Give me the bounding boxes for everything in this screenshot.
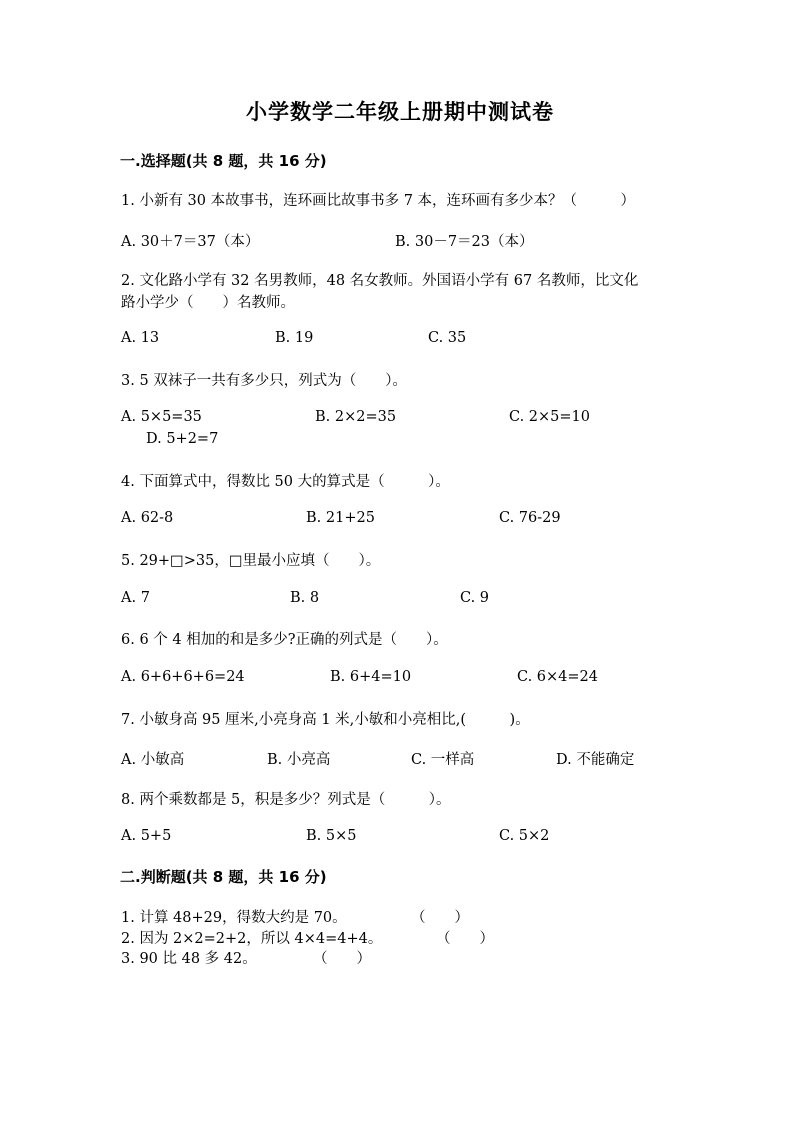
judgment-item-2-blank: （ ） [436,931,494,947]
page-title: 小学数学二年级上册期中测试卷 [246,99,554,124]
question-5-option-a: A. 7 [121,590,150,606]
question-6: 6. 6 个 4 相加的和是多少?正确的列式是（ ）。 [121,632,448,648]
question-2-option-b: B. 19 [275,330,314,346]
judgment-item-1-blank: （ ） [411,910,469,926]
question-3-option-a: A. 5×5=35 [121,409,202,425]
question-6-option-a: A. 6+6+6+6=24 [121,669,245,685]
question-3-option-b: B. 2×2=35 [315,409,397,425]
question-8-option-c: C. 5×2 [499,828,550,844]
question-6-option-b: B. 6+4=10 [330,669,412,685]
question-4-option-b: B. 21+25 [306,510,375,526]
question-7-option-b: B. 小亮高 [267,752,331,768]
question-3: 3. 5 双袜子一共有多少只，列式为（ ）。 [121,373,408,389]
question-2-line-2: 路小学少（ ）名教师。 [121,295,295,311]
question-7-option-a: A. 小敏高 [121,752,185,768]
question-4-option-a: A. 62-8 [121,510,174,526]
question-8-option-a: A. 5+5 [121,828,172,844]
question-8-option-b: B. 5×5 [306,828,357,844]
judgment-item-3-blank: （ ） [313,951,371,967]
question-7-option-d: D. 不能确定 [556,752,635,768]
question-7: 7. 小敏身高 95 厘米,小亮身高 1 米,小敏和小亮相比,( )。 [121,712,530,728]
question-3-option-c: C. 2×5=10 [509,409,590,425]
question-3-option-d: D. 5+2=7 [146,431,219,447]
judgment-item-1: 1. 计算 48+29，得数大约是 70。 [121,910,347,926]
question-8: 8. 两个乘数都是 5，积是多少？列式是（ ）。 [121,792,451,808]
question-6-option-c: C. 6×4=24 [517,669,598,685]
question-2-option-a: A. 13 [121,330,160,346]
question-4-option-c: C. 76-29 [499,510,561,526]
judgment-item-2: 2. 因为 2×2=2+2，所以 4×4=4+4。 [121,931,383,947]
question-5: 5. 29+□>35，□里最小应填（ ）。 [121,553,381,569]
question-1: 1. 小新有 30 本故事书，连环画比故事书多 7 本，连环画有多少本？（ ） [121,193,636,209]
question-7-option-c: C. 一样高 [411,752,475,768]
question-1-option-b: B. 30－7＝23（本） [395,234,534,250]
question-1-option-a: A. 30＋7＝37（本） [121,234,260,250]
question-2-option-c: C. 35 [428,330,467,346]
question-2-line-1: 2. 文化路小学有 32 名男教师，48 名女教师。外国语小学有 67 名教师，比文化 [121,273,639,289]
section-heading-judgment: 二.判断题(共 8 题，共 16 分) [120,868,327,886]
question-5-option-c: C. 9 [460,590,490,606]
question-4: 4. 下面算式中，得数比 50 大的算式是（ ）。 [121,474,450,490]
judgment-item-3: 3. 90 比 48 多 42。 [121,951,257,967]
question-5-option-b: B. 8 [290,590,320,606]
section-heading-choice: 一.选择题(共 8 题，共 16 分) [120,152,327,170]
